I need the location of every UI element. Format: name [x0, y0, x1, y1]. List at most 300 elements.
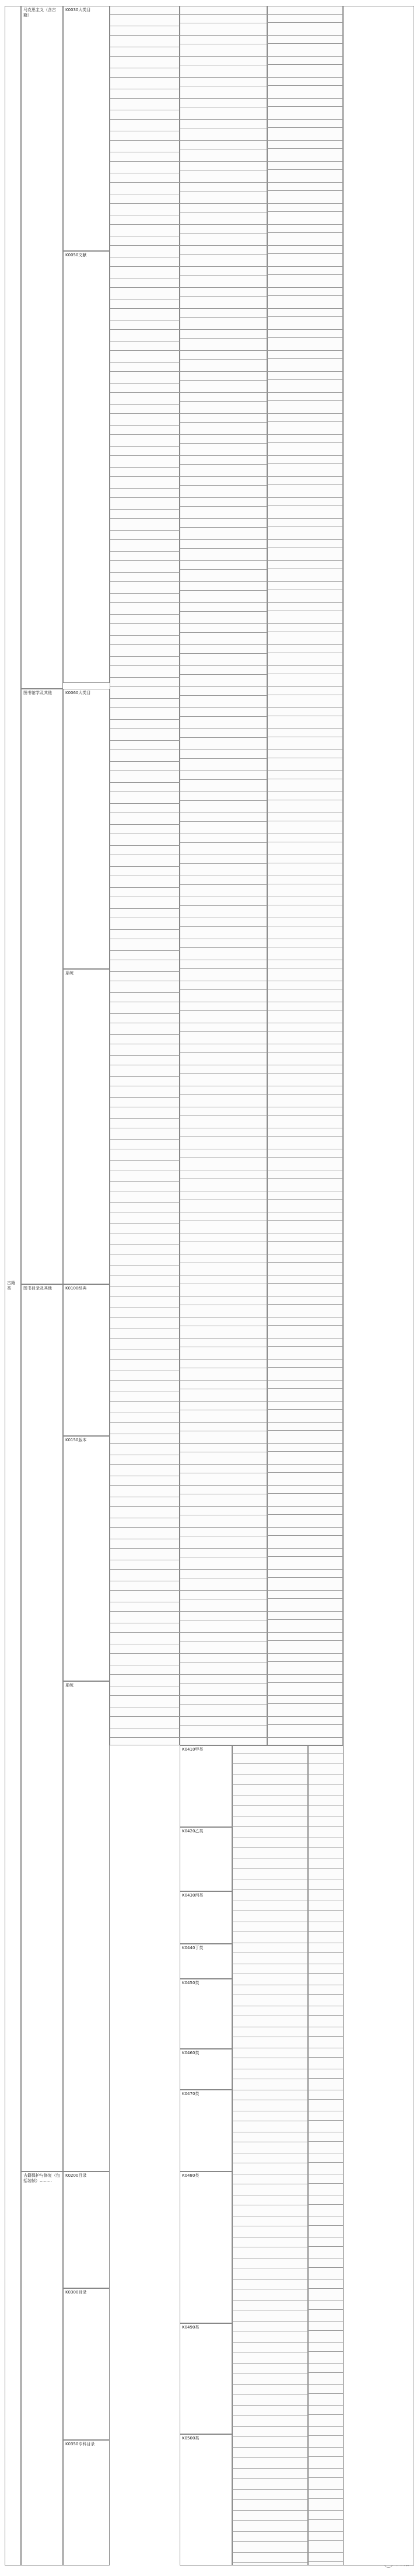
row-divider — [110, 614, 180, 615]
row-divider — [180, 140, 267, 141]
row-divider — [180, 665, 267, 666]
row-divider — [267, 1359, 343, 1360]
row-divider — [267, 56, 343, 57]
row-divider — [110, 1223, 180, 1224]
level5-cell-6 — [180, 2049, 232, 2090]
row-divider — [180, 77, 267, 78]
row-divider — [267, 1451, 343, 1452]
row-divider — [180, 644, 267, 645]
row-divider — [267, 476, 343, 477]
row-divider — [110, 635, 180, 636]
row-divider — [110, 455, 180, 456]
row-divider — [180, 203, 267, 204]
row-divider — [267, 169, 343, 170]
level5-cell-9-label: K0490类 — [182, 2325, 200, 2330]
level5-cell-8-label: K0480类 — [182, 2173, 200, 2178]
row-divider — [267, 64, 343, 65]
level5-cell-9 — [180, 2323, 232, 2434]
row-divider — [180, 686, 267, 687]
row-divider — [267, 484, 343, 485]
row-divider — [180, 245, 267, 246]
row-divider — [180, 317, 267, 318]
row-divider — [267, 1737, 343, 1738]
row-divider — [110, 425, 180, 426]
row-divider — [267, 413, 343, 414]
row-divider — [180, 1443, 267, 1444]
row-divider — [180, 821, 267, 822]
row-divider — [232, 2520, 308, 2521]
row-divider — [267, 1716, 343, 1717]
row-divider — [180, 266, 267, 267]
row-divider — [180, 161, 267, 162]
row-divider — [110, 497, 180, 498]
row-divider — [267, 371, 343, 372]
row-divider — [232, 2342, 308, 2343]
level5-cell-10-label: K0500类 — [182, 2436, 200, 2441]
row-divider — [267, 539, 343, 540]
row-divider — [267, 1346, 343, 1347]
remarks-column — [343, 6, 414, 2565]
row-divider — [110, 845, 180, 846]
row-divider — [267, 1514, 343, 1515]
row-divider — [110, 593, 180, 594]
row-divider — [232, 2384, 308, 2385]
row-divider — [180, 590, 267, 591]
row-divider — [110, 434, 180, 435]
row-divider — [110, 560, 180, 561]
row-divider — [267, 182, 343, 183]
row-divider — [110, 1202, 180, 1203]
row-divider — [110, 539, 180, 540]
level3-cell-3-label: K0060大类目 — [65, 691, 91, 695]
level5-cell-4-label: K0440丁类 — [182, 1946, 204, 1950]
row-divider — [110, 530, 180, 531]
level5-cell-1-label: K0410甲类 — [182, 1747, 204, 1752]
row-divider — [110, 224, 180, 225]
row-divider — [180, 947, 267, 948]
row-divider — [267, 644, 343, 645]
row-divider — [267, 127, 343, 128]
row-divider — [232, 2531, 308, 2532]
row-divider — [267, 14, 343, 15]
row-divider — [267, 707, 343, 708]
row-divider — [110, 383, 180, 384]
level3-cell-7-label: 系统 — [65, 1683, 74, 1688]
row-divider — [267, 1422, 343, 1423]
row-divider — [110, 740, 180, 741]
row-divider — [110, 1443, 180, 1444]
row-divider — [267, 253, 343, 254]
row-divider — [110, 1118, 180, 1119]
row-divider — [267, 1283, 343, 1284]
row-divider — [267, 518, 343, 519]
row-divider — [110, 203, 180, 204]
row-divider — [267, 1653, 343, 1654]
row-divider — [110, 572, 180, 573]
row-divider — [267, 1199, 343, 1200]
row-divider — [267, 1640, 343, 1641]
row-divider — [180, 506, 267, 507]
row-divider — [267, 1598, 343, 1599]
row-divider — [110, 1055, 180, 1056]
row-divider — [110, 887, 180, 888]
row-divider — [232, 2468, 308, 2469]
row-divider — [267, 1401, 343, 1402]
row-divider — [180, 413, 267, 414]
row-divider — [267, 140, 343, 141]
row-divider — [110, 371, 180, 372]
row-divider — [110, 824, 180, 825]
row-divider — [110, 761, 180, 762]
row-divider — [180, 476, 267, 477]
row-divider — [180, 695, 267, 696]
row-divider — [232, 2405, 308, 2406]
row-divider — [180, 1590, 267, 1591]
row-divider — [267, 1430, 343, 1431]
row-divider — [110, 644, 180, 645]
row-divider — [267, 421, 343, 422]
row-divider — [110, 56, 180, 57]
level5-cell-7-label: K0470类 — [182, 2092, 200, 2096]
row-divider — [267, 455, 343, 456]
row-divider — [110, 476, 180, 477]
row-divider — [267, 1388, 343, 1389]
row-divider — [232, 1784, 308, 1785]
row-divider — [267, 392, 343, 393]
row-divider — [110, 329, 180, 330]
row-divider — [180, 989, 267, 990]
row-divider — [267, 1493, 343, 1494]
row-divider — [267, 337, 343, 338]
row-divider — [110, 686, 180, 687]
level3-cell-1-label: K0030大类目 — [65, 8, 91, 12]
row-divider — [232, 2552, 308, 2553]
row-divider — [267, 1325, 343, 1326]
level2-cell-3-label: 图书目录及其他 — [23, 1286, 52, 1291]
row-divider — [180, 224, 267, 225]
row-divider — [232, 1805, 308, 1806]
row-divider — [267, 1590, 343, 1591]
row-divider — [180, 455, 267, 456]
row-divider — [180, 380, 267, 381]
level3-cell-2 — [63, 251, 110, 683]
row-divider — [110, 1569, 180, 1570]
row-divider — [180, 14, 267, 15]
row-divider — [110, 1548, 180, 1549]
row-divider — [110, 1716, 180, 1717]
row-divider — [110, 509, 180, 510]
row-divider — [267, 1527, 343, 1528]
row-divider — [267, 1262, 343, 1263]
row-divider — [267, 497, 343, 498]
level5-cell-2 — [180, 1827, 232, 1891]
row-divider — [110, 161, 180, 162]
row-divider — [110, 1076, 180, 1077]
level2-cell-4-label: 古籍保护与修复（包括装帧）……… — [23, 2173, 60, 2183]
row-divider — [267, 1409, 343, 1410]
row-divider — [180, 779, 267, 780]
row-divider — [110, 1034, 180, 1035]
row-divider — [267, 295, 343, 296]
row-divider — [180, 968, 267, 969]
level3-cell-5-label: K0100经典 — [65, 1286, 87, 1291]
row-divider — [232, 1763, 308, 1764]
row-divider — [110, 1611, 180, 1612]
row-divider — [267, 1569, 343, 1570]
row-divider — [232, 2541, 308, 2542]
row-divider — [110, 623, 180, 624]
level3-cell-3 — [63, 689, 110, 969]
row-divider — [180, 287, 267, 288]
row-divider — [110, 1464, 180, 1465]
row-divider — [267, 1178, 343, 1179]
row-divider — [180, 1527, 267, 1528]
row-divider — [180, 296, 267, 297]
row-divider — [180, 1725, 267, 1726]
row-divider — [110, 404, 180, 405]
row-divider — [267, 308, 343, 309]
row-divider — [267, 329, 343, 330]
level3-cell-8 — [63, 2171, 110, 2288]
row-divider — [267, 1304, 343, 1305]
row-divider — [180, 728, 267, 729]
row-divider — [110, 446, 180, 447]
row-divider — [110, 14, 180, 15]
row-divider — [110, 1013, 180, 1014]
row-divider — [110, 581, 180, 582]
row-divider — [180, 1716, 267, 1717]
row-divider — [267, 1136, 343, 1137]
row-divider — [180, 1422, 267, 1423]
row-divider — [180, 254, 267, 255]
row-divider — [267, 1661, 343, 1662]
row-divider — [110, 350, 180, 351]
row-divider — [110, 1401, 180, 1402]
row-divider — [180, 884, 267, 885]
row-divider — [267, 1380, 343, 1381]
row-divider — [180, 758, 267, 759]
row-divider — [180, 434, 267, 435]
row-divider — [180, 1611, 267, 1612]
row-divider — [110, 35, 180, 36]
row-divider — [267, 1464, 343, 1465]
row-divider — [232, 2489, 308, 2490]
level5-cell-2-label: K0420乙类 — [182, 1829, 204, 1833]
row-divider — [180, 674, 267, 675]
row-divider — [180, 1094, 267, 1095]
row-divider — [180, 602, 267, 603]
row-divider — [267, 1443, 343, 1444]
row-divider — [180, 623, 267, 624]
row-divider — [267, 190, 343, 191]
row-divider — [110, 1506, 180, 1507]
row-divider — [180, 401, 267, 402]
row-divider — [110, 98, 180, 99]
row-divider — [180, 1380, 267, 1381]
row-divider — [232, 2478, 308, 2479]
level3-cell-9 — [63, 2288, 110, 2440]
row-divider — [110, 551, 180, 552]
level5-cell-10 — [180, 2434, 232, 2565]
row-divider — [267, 98, 343, 99]
row-divider — [110, 287, 180, 288]
row-divider — [267, 245, 343, 246]
row-divider — [180, 632, 267, 633]
row-divider — [267, 1367, 343, 1368]
row-divider — [110, 392, 180, 393]
row-divider — [110, 602, 180, 603]
row-divider — [267, 560, 343, 561]
row-divider — [180, 1653, 267, 1654]
row-divider — [180, 1359, 267, 1360]
row-divider — [232, 2447, 308, 2448]
row-divider — [110, 1097, 180, 1098]
row-divider — [180, 1464, 267, 1465]
row-divider — [110, 1653, 180, 1654]
row-divider — [180, 581, 267, 582]
row-divider — [110, 1485, 180, 1486]
row-divider — [180, 392, 267, 393]
row-divider — [110, 1380, 180, 1381]
row-divider — [180, 1010, 267, 1011]
level3-cell-9-label: K0300目录 — [65, 2290, 87, 2295]
row-divider — [267, 400, 343, 401]
row-divider — [180, 569, 267, 570]
row-divider — [110, 1139, 180, 1140]
level3-cell-6-label: K0150版本 — [65, 1438, 87, 1442]
row-divider — [267, 266, 343, 267]
level2-cell-4 — [21, 2171, 63, 2565]
row-divider — [267, 287, 343, 288]
row-divider — [267, 463, 343, 464]
row-divider — [180, 359, 267, 360]
row-divider — [232, 2499, 308, 2500]
row-divider — [180, 716, 267, 717]
row-divider — [267, 1556, 343, 1557]
level2-cell-2 — [21, 689, 63, 1284]
row-divider — [110, 929, 180, 930]
root-category-cell — [5, 6, 21, 2565]
level3-cell-10-label: K0350专科目录 — [65, 2442, 95, 2446]
row-divider — [180, 560, 267, 561]
row-divider — [180, 329, 267, 330]
row-divider — [180, 611, 267, 612]
row-divider — [180, 1695, 267, 1696]
row-divider — [110, 971, 180, 972]
row-divider — [110, 467, 180, 468]
row-divider — [110, 413, 180, 414]
level2-cell-2-label: 图书馆学及其他 — [23, 691, 52, 695]
row-divider — [110, 1737, 180, 1738]
row-divider — [267, 232, 343, 233]
row-divider — [267, 1220, 343, 1221]
level5-cell-5-label: K0450类 — [182, 1981, 200, 1985]
row-divider — [110, 698, 180, 699]
row-divider — [267, 1695, 343, 1696]
row-divider — [110, 1160, 180, 1161]
row-divider — [267, 1535, 343, 1536]
level3-cell-5 — [63, 1284, 110, 1436]
row-divider — [267, 1506, 343, 1507]
row-divider — [180, 842, 267, 843]
row-divider — [267, 1485, 343, 1486]
row-divider — [110, 1695, 180, 1696]
row-divider — [267, 106, 343, 107]
row-divider — [110, 1527, 180, 1528]
row-divider — [180, 1632, 267, 1633]
row-divider — [110, 1674, 180, 1675]
row-divider — [267, 350, 343, 351]
level3-cell-7 — [63, 1681, 110, 2171]
level5-cell-7 — [180, 2090, 232, 2171]
row-divider — [232, 1826, 308, 1827]
row-divider — [110, 1422, 180, 1423]
row-divider — [267, 316, 343, 317]
row-divider — [180, 1548, 267, 1549]
level2-cell-1-label: 马克思主义（含古籍） — [23, 8, 56, 18]
row-divider — [180, 1506, 267, 1507]
row-divider — [267, 358, 343, 359]
row-divider — [267, 1577, 343, 1578]
row-divider — [180, 707, 267, 708]
row-divider — [267, 442, 343, 443]
row-divider — [110, 1632, 180, 1633]
row-divider — [110, 677, 180, 678]
row-divider — [180, 518, 267, 519]
row-divider — [267, 1724, 343, 1725]
row-divider — [180, 371, 267, 372]
row-divider — [180, 800, 267, 801]
row-divider — [180, 1737, 267, 1738]
row-divider — [232, 2510, 308, 2511]
row-divider — [180, 443, 267, 444]
level2-cell-1 — [21, 6, 63, 689]
row-divider — [180, 1569, 267, 1570]
root-category-label: 古籍类 — [7, 1280, 15, 1291]
row-divider — [267, 1632, 343, 1633]
row-divider — [110, 245, 180, 246]
level3-cell-8-label: K0200目录 — [65, 2173, 87, 2178]
row-divider — [110, 518, 180, 519]
row-divider — [267, 148, 343, 149]
row-divider — [267, 22, 343, 23]
row-divider — [267, 665, 343, 666]
level3-cell-6 — [63, 1436, 110, 1681]
row-divider — [267, 1674, 343, 1675]
row-divider — [110, 782, 180, 783]
row-divider — [180, 35, 267, 36]
row-divider — [110, 1590, 180, 1591]
row-divider — [180, 338, 267, 339]
row-divider — [110, 908, 180, 909]
row-divider — [267, 686, 343, 687]
row-divider — [110, 656, 180, 657]
level5-cell-4 — [180, 1944, 232, 1979]
row-divider — [180, 119, 267, 120]
row-divider — [110, 719, 180, 720]
row-divider — [180, 275, 267, 276]
row-divider — [110, 866, 180, 867]
row-divider — [180, 98, 267, 99]
level2-cell-3 — [21, 1284, 63, 2171]
row-divider — [110, 803, 180, 804]
row-divider — [110, 950, 180, 951]
row-divider — [267, 1703, 343, 1704]
row-divider — [110, 992, 180, 993]
row-divider — [180, 905, 267, 906]
row-divider — [110, 182, 180, 183]
row-divider — [232, 2426, 308, 2427]
